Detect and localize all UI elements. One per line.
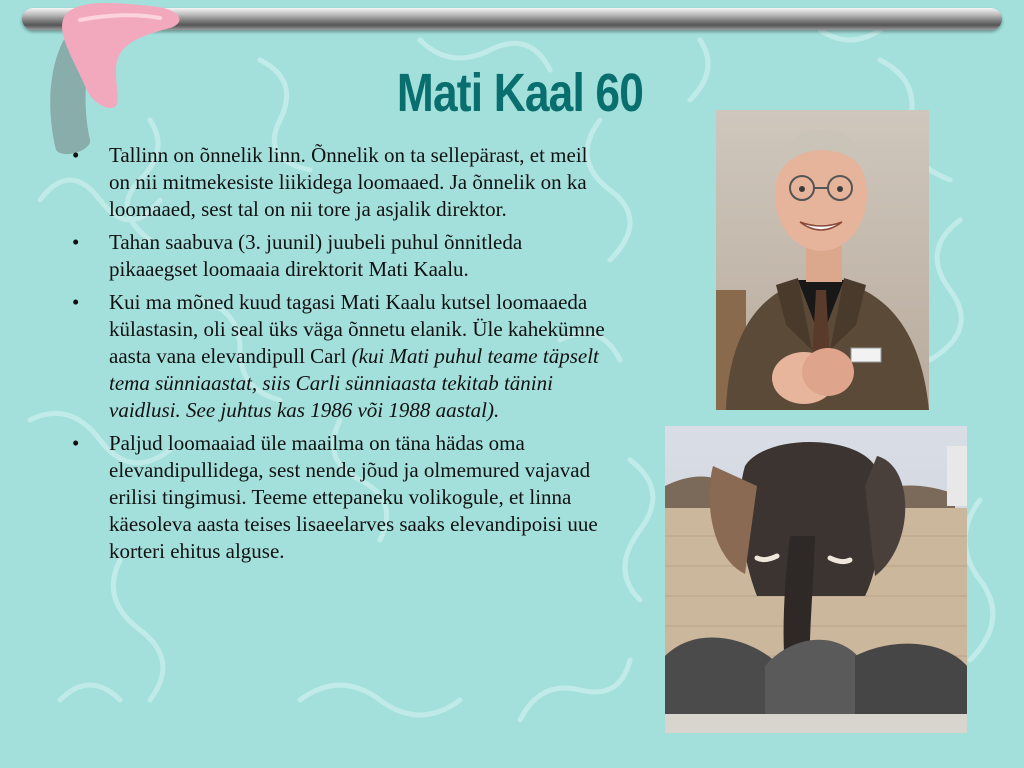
- bullet-marker: •: [72, 143, 80, 167]
- bullet-item: [72, 142, 612, 223]
- bullet-marker: •: [72, 290, 80, 314]
- bullet-marker: •: [72, 431, 80, 455]
- portrait-photo: [716, 110, 929, 410]
- bullet-text: Tallinn on õnnelik linn. Õnnelik on ta sellepärast, et meil on nii mitmekesiste liikidega loomaaed. Ja õnnelik on ka loomaaed, sest tal on nii tore ja asjalik direktor.: [109, 143, 588, 221]
- bullet-text: Paljud loomaaiad üle maailma on täna hädas oma elevandipullidega, sest nende jõud ja olmemured vajavad erilisi tingimusi. Teeme ettepaneku volikogule, et linna käesoleva aasta teises lisaeelarves saaks elevandipoisi uue korteri ehitus alguse.: [109, 431, 598, 563]
- bullet-item: [72, 430, 612, 565]
- slide-title: Mati Kaal 60: [396, 63, 644, 123]
- bullet-item: [72, 229, 612, 283]
- bullet-text: Tahan saabuva (3. juunil) juubeli puhul õnnitleda pikaaegset loomaaia direktorit Mati Kaalu.: [109, 230, 523, 281]
- bullet-marker: •: [72, 230, 80, 254]
- elephant-photo: [665, 426, 967, 733]
- bullet-item: [72, 289, 612, 424]
- bullet-text: Kui ma mõned kuud tagasi Mati Kaalu kutsel loomaaeda külastasin, oli seal üks väga õnnetu elanik. Üle kahekümne aasta vana elevandipull Carl: [109, 290, 605, 368]
- bullet-list: [72, 142, 612, 571]
- bullet-text-wrapper: [109, 289, 612, 424]
- bullet-italic-note: (kui Mati puhul teame täpselt tema sünniaastat, siis Carli sünniaasta tekitab tänini vaidlusi. See juhtus kas 1986 või 1988 aastal).: [109, 344, 599, 422]
- boomerang-decoration-icon: [20, 0, 190, 160]
